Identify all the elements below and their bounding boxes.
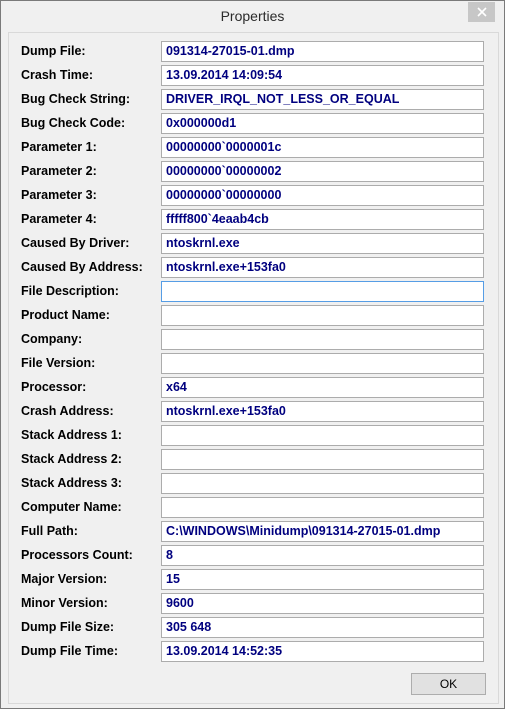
- property-label: Parameter 1:: [21, 140, 97, 154]
- property-label: Processors Count:: [21, 548, 133, 562]
- property-value-field[interactable]: 15: [161, 569, 484, 590]
- property-row: [9, 545, 498, 566]
- property-value-field[interactable]: DRIVER_IRQL_NOT_LESS_OR_EQUAL: [161, 89, 484, 110]
- property-row: [9, 521, 498, 542]
- property-row: [9, 401, 498, 422]
- property-label: Product Name:: [21, 308, 110, 322]
- close-icon: [477, 7, 487, 17]
- property-value-field[interactable]: [161, 281, 484, 302]
- property-row: [9, 617, 498, 638]
- property-row: [9, 473, 498, 494]
- property-label: Crash Address:: [21, 404, 114, 418]
- property-row: [9, 449, 498, 470]
- property-label: Bug Check Code:: [21, 116, 126, 130]
- properties-panel: [8, 32, 499, 704]
- property-label: Stack Address 2:: [21, 452, 122, 466]
- property-row: [9, 641, 498, 662]
- property-label: File Version:: [21, 356, 96, 370]
- property-value-field[interactable]: 091314-27015-01.dmp: [161, 41, 484, 62]
- property-label: File Description:: [21, 284, 119, 298]
- property-label: Dump File:: [21, 44, 86, 58]
- property-label: Dump File Size:: [21, 620, 115, 634]
- property-label: Stack Address 3:: [21, 476, 122, 490]
- property-value-field[interactable]: [161, 497, 484, 518]
- property-value-field[interactable]: C:\WINDOWS\Minidump\091314-27015-01.dmp: [161, 521, 484, 542]
- property-row: [9, 41, 498, 62]
- property-value-field[interactable]: 305 648: [161, 617, 484, 638]
- property-value-field[interactable]: 00000000`0000001c: [161, 137, 484, 158]
- property-value-field[interactable]: [161, 353, 484, 374]
- property-row: [9, 425, 498, 446]
- property-row: [9, 305, 498, 326]
- property-row: [9, 89, 498, 110]
- property-label: Company:: [21, 332, 83, 346]
- property-row: [9, 137, 498, 158]
- property-label: Parameter 2:: [21, 164, 97, 178]
- property-value-field[interactable]: 00000000`00000002: [161, 161, 484, 182]
- property-label: Processor:: [21, 380, 87, 394]
- property-value-field[interactable]: 00000000`00000000: [161, 185, 484, 206]
- property-row: [9, 569, 498, 590]
- property-value-field[interactable]: ntoskrnl.exe: [161, 233, 484, 254]
- property-value-field[interactable]: [161, 305, 484, 326]
- property-row: [9, 161, 498, 182]
- property-value-field[interactable]: ntoskrnl.exe+153fa0: [161, 401, 484, 422]
- property-label: Computer Name:: [21, 500, 122, 514]
- title-bar: [1, 1, 504, 31]
- property-value-field[interactable]: ntoskrnl.exe+153fa0: [161, 257, 484, 278]
- property-value-field[interactable]: x64: [161, 377, 484, 398]
- property-value-field[interactable]: [161, 449, 484, 470]
- property-label: Stack Address 1:: [21, 428, 122, 442]
- property-row: [9, 113, 498, 134]
- property-label: Parameter 4:: [21, 212, 97, 226]
- close-button[interactable]: [468, 2, 495, 22]
- property-row: [9, 593, 498, 614]
- ok-button[interactable]: OK: [411, 673, 486, 695]
- property-row: [9, 329, 498, 350]
- property-row: [9, 209, 498, 230]
- property-label: Full Path:: [21, 524, 78, 538]
- property-value-field[interactable]: [161, 473, 484, 494]
- property-label: Bug Check String:: [21, 92, 131, 106]
- property-row: [9, 377, 498, 398]
- property-label: Parameter 3:: [21, 188, 97, 202]
- property-value-field[interactable]: 9600: [161, 593, 484, 614]
- property-label: Crash Time:: [21, 68, 94, 82]
- property-row: [9, 65, 498, 86]
- property-label: Dump File Time:: [21, 644, 119, 658]
- property-row: [9, 257, 498, 278]
- property-value-field[interactable]: 8: [161, 545, 484, 566]
- property-label: Caused By Address:: [21, 260, 143, 274]
- property-label: Minor Version:: [21, 596, 108, 610]
- property-label: Caused By Driver:: [21, 236, 130, 250]
- property-row: [9, 185, 498, 206]
- property-row: [9, 233, 498, 254]
- property-value-field[interactable]: [161, 425, 484, 446]
- window-title: Properties: [220, 8, 285, 24]
- property-row: [9, 353, 498, 374]
- property-value-field[interactable]: 13.09.2014 14:09:54: [161, 65, 484, 86]
- property-value-field[interactable]: 13.09.2014 14:52:35: [161, 641, 484, 662]
- property-row: [9, 497, 498, 518]
- property-value-field[interactable]: [161, 329, 484, 350]
- property-row: [9, 281, 498, 302]
- property-value-field[interactable]: 0x000000d1: [161, 113, 484, 134]
- property-value-field[interactable]: fffff800`4eaab4cb: [161, 209, 484, 230]
- property-label: Major Version:: [21, 572, 108, 586]
